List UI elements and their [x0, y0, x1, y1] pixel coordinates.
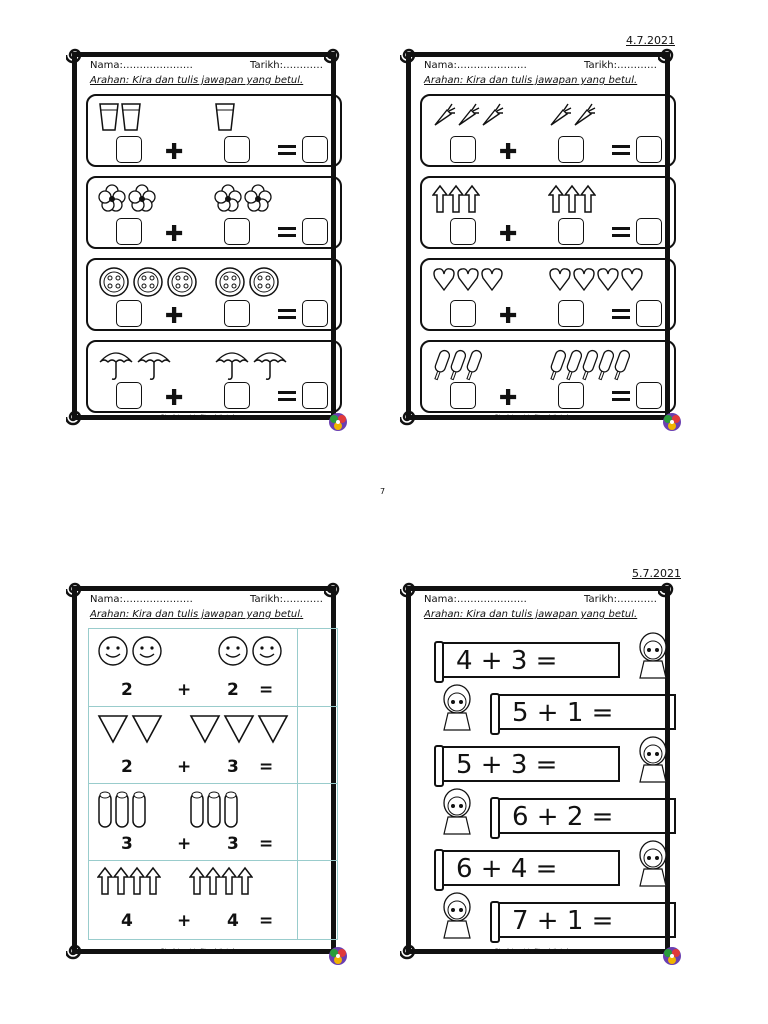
problem-row — [420, 340, 676, 413]
instruction-text: Arahan: Kira dan tulis jawapan yang betul. — [90, 75, 304, 86]
group-a — [97, 712, 165, 744]
heart-icon — [548, 266, 572, 296]
answer-box-total[interactable] — [636, 382, 662, 409]
equation-text: 5 + 1 = — [512, 698, 614, 728]
girl-icon — [440, 890, 474, 940]
group-b — [189, 866, 253, 898]
equals-sign: = — [259, 757, 274, 777]
answer-cell[interactable] — [298, 706, 336, 782]
logo-icon — [660, 944, 684, 968]
answer-box-a[interactable] — [116, 382, 142, 409]
swirl-icon — [66, 580, 84, 598]
arrow-up-icon — [145, 866, 161, 900]
credit-text: Disediakan oleh: Cikgu Azlinda Amran — [495, 949, 581, 954]
plus-sign: ✚ — [499, 304, 518, 329]
button-icon — [214, 266, 248, 302]
button-icon — [248, 266, 282, 302]
answer-box-b[interactable] — [558, 382, 584, 409]
group-b — [189, 789, 240, 821]
cup-icon — [214, 102, 236, 136]
answer-box-b[interactable] — [224, 300, 250, 327]
equals-sign — [612, 227, 630, 237]
popsicle-icon — [432, 348, 448, 386]
popsicle-icon — [580, 348, 596, 386]
swirl-icon — [324, 580, 342, 598]
group-a — [98, 348, 174, 380]
plus-sign: + — [177, 834, 192, 854]
arrow-up-icon — [580, 184, 596, 218]
smiley-icon — [131, 635, 165, 671]
heart-icon — [432, 266, 456, 296]
equals-sign — [278, 309, 296, 319]
worksheet-3 — [66, 580, 342, 960]
button-icon — [166, 266, 200, 302]
flower-icon — [214, 184, 244, 216]
girl-icon — [440, 682, 474, 732]
heart-icon — [620, 266, 644, 296]
credit-text: Disediakan oleh: Cikgu Azlinda Amran — [495, 415, 581, 420]
plus-sign: ✚ — [499, 140, 518, 165]
logo-icon — [326, 944, 350, 968]
arrow-up-icon — [189, 866, 205, 900]
triangle-icon — [257, 712, 291, 748]
group-a — [432, 184, 480, 216]
answer-box-total[interactable] — [302, 136, 328, 163]
answer-box-total[interactable] — [302, 218, 328, 245]
plus-sign: ✚ — [165, 140, 184, 165]
tarikh-label: Tarikh:………… — [250, 60, 323, 71]
answer-box-total[interactable] — [636, 218, 662, 245]
tarikh-label: Tarikh:………… — [584, 594, 657, 605]
problem-row — [86, 258, 342, 331]
number-b: 4 — [227, 911, 239, 931]
swirl-icon — [658, 46, 676, 64]
tarikh-label: Tarikh:………… — [250, 594, 323, 605]
arrow-up-icon — [113, 866, 129, 900]
worksheet-2 — [400, 46, 676, 426]
answer-box-a[interactable] — [450, 136, 476, 163]
popsicle-icon — [596, 348, 612, 386]
instruction-text: Arahan: Kira dan tulis jawapan yang betul. — [424, 609, 638, 620]
equals-sign: = — [259, 911, 274, 931]
button-icon — [98, 266, 132, 302]
flower-icon — [98, 184, 128, 216]
girl-icon — [636, 734, 670, 784]
arrow-up-icon — [237, 866, 253, 900]
group-a — [98, 266, 200, 298]
triangle-icon — [223, 712, 257, 748]
scroll-roll — [434, 849, 444, 891]
answer-box-total[interactable] — [636, 136, 662, 163]
equals-sign: = — [259, 834, 274, 854]
arrow-up-icon — [205, 866, 221, 900]
answer-cell[interactable] — [298, 860, 336, 936]
answer-box-b[interactable] — [224, 136, 250, 163]
answer-box-total[interactable] — [302, 300, 328, 327]
battery-icon — [131, 789, 148, 833]
answer-box-a[interactable] — [450, 218, 476, 245]
swirl-icon — [400, 580, 418, 598]
triangle-icon — [131, 712, 165, 748]
carrot-icon — [456, 102, 480, 132]
battery-icon — [223, 789, 240, 833]
date-top: 4.7.2021 — [626, 34, 675, 47]
page-number: 7 — [380, 487, 386, 496]
scroll-roll — [490, 693, 500, 735]
group-a — [432, 102, 504, 134]
answer-box-a[interactable] — [116, 300, 142, 327]
group-a — [432, 348, 480, 380]
smiley-icon — [97, 635, 131, 671]
cup-icon — [120, 102, 142, 136]
equation-text: 4 + 3 = — [456, 646, 558, 676]
group-b — [548, 184, 596, 216]
equation-scroll[interactable] — [496, 798, 676, 834]
equation-scroll[interactable] — [440, 642, 620, 678]
popsicle-icon — [464, 348, 480, 386]
umbrella-icon — [136, 348, 174, 386]
answer-box-b[interactable] — [558, 300, 584, 327]
answer-box-total[interactable] — [302, 382, 328, 409]
equation-scroll[interactable] — [440, 850, 620, 886]
group-b — [217, 635, 285, 667]
problem-grid — [88, 628, 338, 940]
plus-sign: + — [177, 757, 192, 777]
battery-icon — [189, 789, 206, 833]
group-a — [97, 789, 148, 821]
arrow-up-icon — [564, 184, 580, 218]
answer-box-a[interactable] — [450, 300, 476, 327]
arrow-up-icon — [448, 184, 464, 218]
number-a: 4 — [121, 911, 133, 931]
cup-icon — [98, 102, 120, 136]
equals-sign: = — [259, 680, 274, 700]
group-a — [97, 635, 165, 667]
button-icon — [132, 266, 166, 302]
carrot-icon — [480, 102, 504, 132]
plus-sign: ✚ — [165, 304, 184, 329]
group-b — [548, 348, 628, 380]
plus-sign: ✚ — [499, 386, 518, 411]
problem-row — [420, 94, 676, 167]
equation-scroll[interactable] — [496, 694, 676, 730]
instruction-text: Arahan: Kira dan tulis jawapan yang betul. — [90, 609, 304, 620]
worksheet-4 — [400, 580, 676, 960]
girl-icon — [440, 786, 474, 836]
group-b — [189, 712, 291, 744]
answer-box-a[interactable] — [116, 136, 142, 163]
instruction-text: Arahan: Kira dan tulis jawapan yang betul. — [424, 75, 638, 86]
smiley-icon — [217, 635, 251, 671]
equals-sign — [278, 227, 296, 237]
scroll-roll — [490, 901, 500, 943]
popsicle-icon — [548, 348, 564, 386]
umbrella-icon — [214, 348, 252, 386]
heart-icon — [572, 266, 596, 296]
scroll-roll — [490, 797, 500, 839]
swirl-icon — [324, 46, 342, 64]
equals-sign — [612, 391, 630, 401]
carrot-icon — [572, 102, 596, 132]
plus-sign: ✚ — [499, 222, 518, 247]
battery-icon — [206, 789, 223, 833]
equation-text: 7 + 1 = — [512, 906, 614, 936]
group-b — [548, 102, 596, 134]
tarikh-label: Tarikh:………… — [584, 60, 657, 71]
arrow-up-icon — [221, 866, 237, 900]
answer-box-a[interactable] — [450, 382, 476, 409]
problem-row — [86, 340, 342, 413]
answer-cell[interactable] — [298, 783, 336, 859]
arrow-up-icon — [432, 184, 448, 218]
number-a: 2 — [121, 757, 133, 777]
answer-box-b[interactable] — [558, 218, 584, 245]
problem-row — [420, 258, 676, 331]
carrot-icon — [548, 102, 572, 132]
answer-box-b[interactable] — [558, 136, 584, 163]
equation-scroll[interactable] — [440, 746, 620, 782]
credit-text: Disediakan oleh: Cikgu Azlinda Amran — [161, 415, 247, 420]
number-b: 3 — [227, 757, 239, 777]
group-b — [214, 102, 236, 134]
arrow-up-icon — [129, 866, 145, 900]
answer-box-b[interactable] — [224, 218, 250, 245]
battery-icon — [97, 789, 114, 833]
nama-label: Nama:………………… — [424, 594, 527, 605]
problem-row — [86, 176, 342, 249]
scroll-roll — [434, 745, 444, 787]
battery-icon — [114, 789, 131, 833]
smiley-icon — [251, 635, 285, 671]
group-b — [214, 266, 282, 298]
equation-text: 6 + 2 = — [512, 802, 614, 832]
problem-row — [420, 176, 676, 249]
logo-icon — [326, 410, 350, 434]
heart-icon — [456, 266, 480, 296]
group-b — [214, 184, 274, 216]
answer-cell[interactable] — [298, 629, 336, 705]
number-b: 2 — [227, 680, 239, 700]
logo-icon — [660, 410, 684, 434]
answer-box-total[interactable] — [636, 300, 662, 327]
heart-icon — [480, 266, 504, 296]
scroll-roll — [434, 641, 444, 683]
arrow-up-icon — [464, 184, 480, 218]
plus-sign: ✚ — [165, 222, 184, 247]
swirl-icon — [400, 46, 418, 64]
group-a — [98, 102, 142, 134]
date-bottom: 5.7.2021 — [632, 567, 681, 580]
plus-sign: + — [177, 911, 192, 931]
equals-sign — [612, 145, 630, 155]
group-b — [214, 348, 290, 380]
group-a — [97, 866, 161, 898]
swirl-icon — [66, 46, 84, 64]
equation-scroll[interactable] — [496, 902, 676, 938]
equals-sign — [612, 309, 630, 319]
popsicle-icon — [612, 348, 628, 386]
group-a — [98, 184, 158, 216]
flower-icon — [128, 184, 158, 216]
equation-text: 5 + 3 = — [456, 750, 558, 780]
group-b — [548, 266, 644, 298]
credit-text: Disediakan oleh: Cikgu Azlinda Amran — [161, 949, 247, 954]
carrot-icon — [432, 102, 456, 132]
answer-box-b[interactable] — [224, 382, 250, 409]
equation-text: 6 + 4 = — [456, 854, 558, 884]
nama-label: Nama:………………… — [424, 60, 527, 71]
equals-sign — [278, 145, 296, 155]
answer-box-a[interactable] — [116, 218, 142, 245]
arrow-up-icon — [97, 866, 113, 900]
worksheet-1 — [66, 46, 342, 426]
arrow-up-icon — [548, 184, 564, 218]
problem-row — [86, 94, 342, 167]
swirl-icon — [658, 580, 676, 598]
flower-icon — [244, 184, 274, 216]
plus-sign: + — [177, 680, 192, 700]
triangle-icon — [189, 712, 223, 748]
umbrella-icon — [252, 348, 290, 386]
number-a: 3 — [121, 834, 133, 854]
heart-icon — [596, 266, 620, 296]
nama-label: Nama:………………… — [90, 594, 193, 605]
girl-icon — [636, 630, 670, 680]
popsicle-icon — [564, 348, 580, 386]
plus-sign: ✚ — [165, 386, 184, 411]
number-b: 3 — [227, 834, 239, 854]
number-a: 2 — [121, 680, 133, 700]
umbrella-icon — [98, 348, 136, 386]
equals-sign — [278, 391, 296, 401]
popsicle-icon — [448, 348, 464, 386]
girl-icon — [636, 838, 670, 888]
triangle-icon — [97, 712, 131, 748]
group-a — [432, 266, 504, 298]
nama-label: Nama:………………… — [90, 60, 193, 71]
